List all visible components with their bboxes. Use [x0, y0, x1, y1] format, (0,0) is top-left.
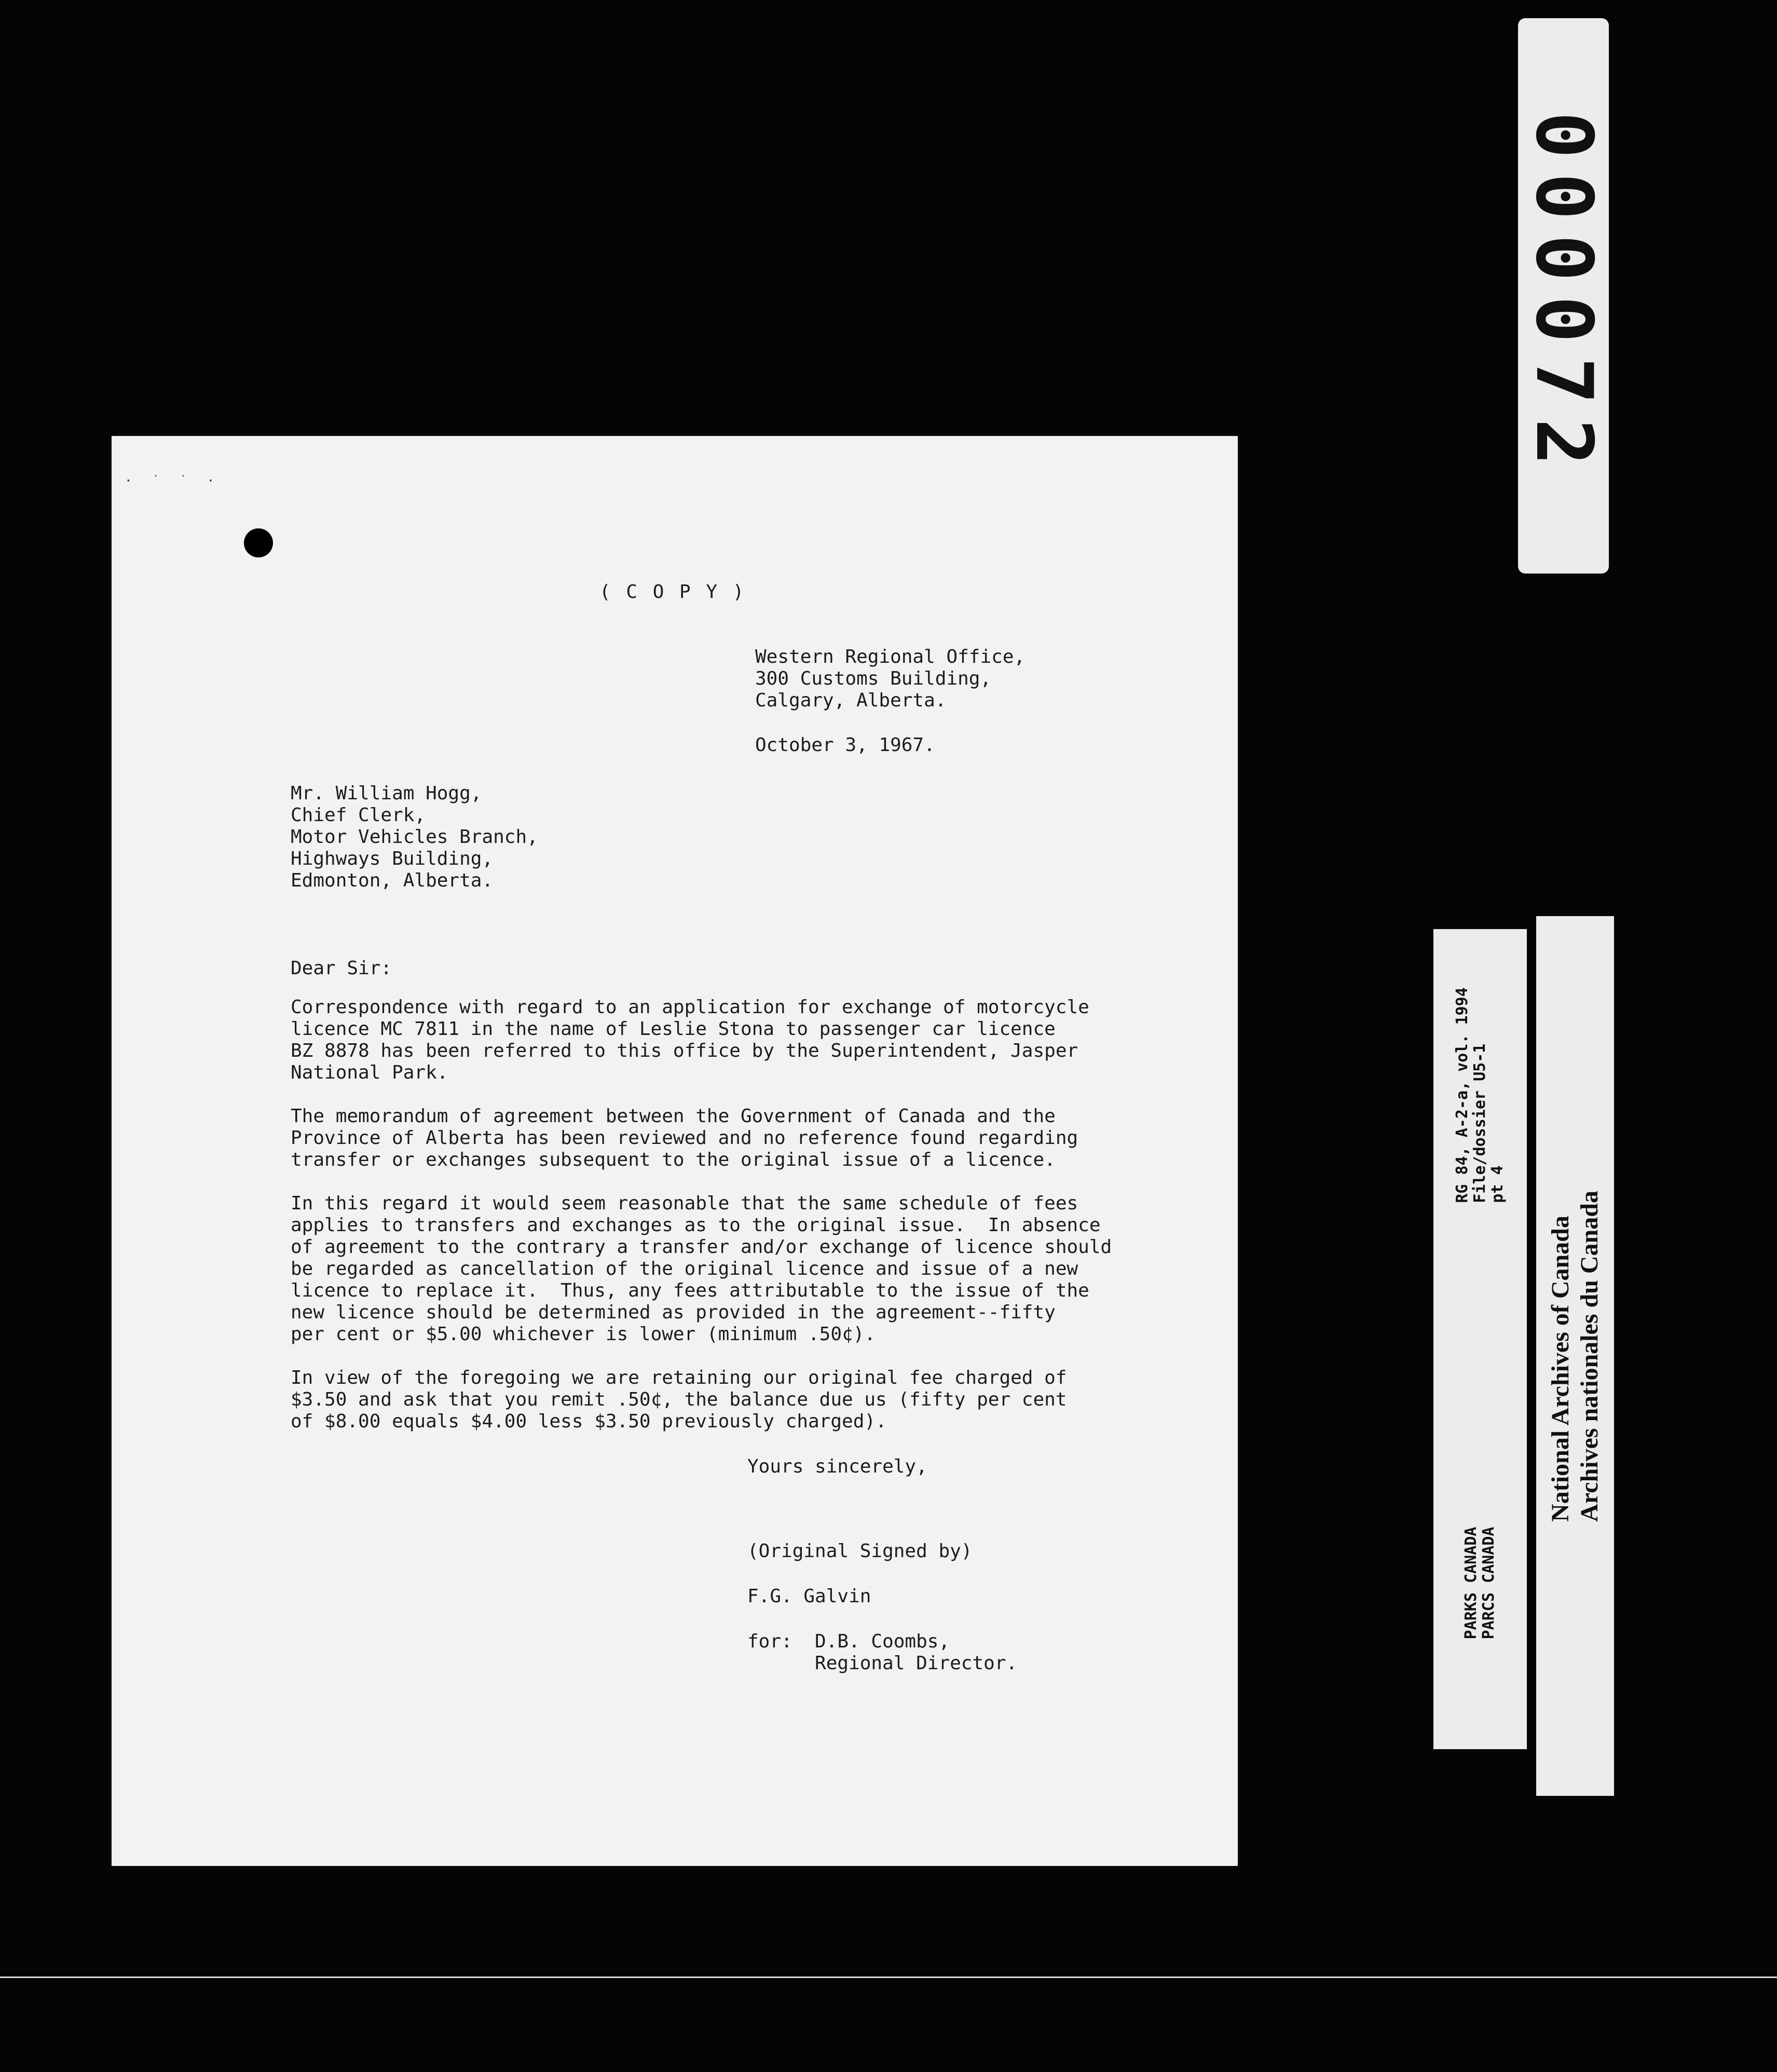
paper-specks: · ˙ ˙ · — [125, 473, 221, 488]
recipient-address: Mr. William Hogg, Chief Clerk, Motor Vehicles Branch, Highways Building, Edmonton, Alberta. — [291, 783, 538, 891]
for-signatory: for: D.B. Coombs, Regional Director. — [747, 1631, 1018, 1674]
file-reference: RG 84, A-2-a, vol. 1994 File/dossier U5-1 pt 4 — [1453, 987, 1507, 1203]
frame-number-strip — [1518, 18, 1609, 574]
letter-date: October 3, 1967. — [755, 734, 935, 756]
film-edge-line — [0, 1976, 1777, 1978]
closing: Yours sincerely, — [747, 1456, 927, 1477]
paragraph-2: The memorandum of agreement between the Government of Canada and the Province of Alberta has been reviewed and no reference found regarding transfer or exchanges subsequent to the original issue of a licence. — [291, 1106, 1078, 1170]
signed-by-note: (Original Signed by) — [747, 1541, 973, 1562]
parks-canada-names: PARKS CANADA PARCS CANADA — [1462, 1526, 1498, 1640]
signer-name: F.G. Galvin — [747, 1586, 871, 1607]
national-archives-names: National Archives of Canada Archives nationales du Canada — [1547, 1190, 1603, 1522]
punch-hole — [244, 528, 273, 557]
parks-canada-label — [1433, 929, 1527, 1749]
salutation: Dear Sir: — [291, 958, 392, 979]
frame-number: 000072 — [1518, 112, 1609, 480]
paragraph-1: Correspondence with regard to an application for exchange of motorcycle licence MC 7811 in the name of Leslie Stona to passenger car licence BZ 8878 has been referred to this office by the Superintendent, Jasper National Park. — [291, 997, 1089, 1083]
paragraph-3: In this regard it would seem reasonable that the same schedule of fees applies to transfers and exchanges as to the original issue. In absence of agreement to the contrary a transfer and/or exchange of licence should be regarded as cancellation of the original licence and issue of a new licence to replace it. Thus, any fees attributable to the issue of the new licence should be determined as provided in the agreement--fifty per cent or $5.00 whichever is lower (minimum .50¢). — [291, 1193, 1112, 1345]
copy-mark: ( C O P Y ) — [599, 581, 746, 603]
national-archives-label — [1536, 916, 1614, 1796]
sender-address: Western Regional Office, 300 Customs Building, Calgary, Alberta. — [755, 646, 1026, 711]
paragraph-4: In view of the foregoing we are retaining our original fee charged of $3.50 and ask that you remit .50¢, the balance due us (fifty per cent of $8.00 equals $4.00 less $3.50 previously charged). — [291, 1367, 1067, 1432]
letter-body — [291, 997, 1131, 1454]
